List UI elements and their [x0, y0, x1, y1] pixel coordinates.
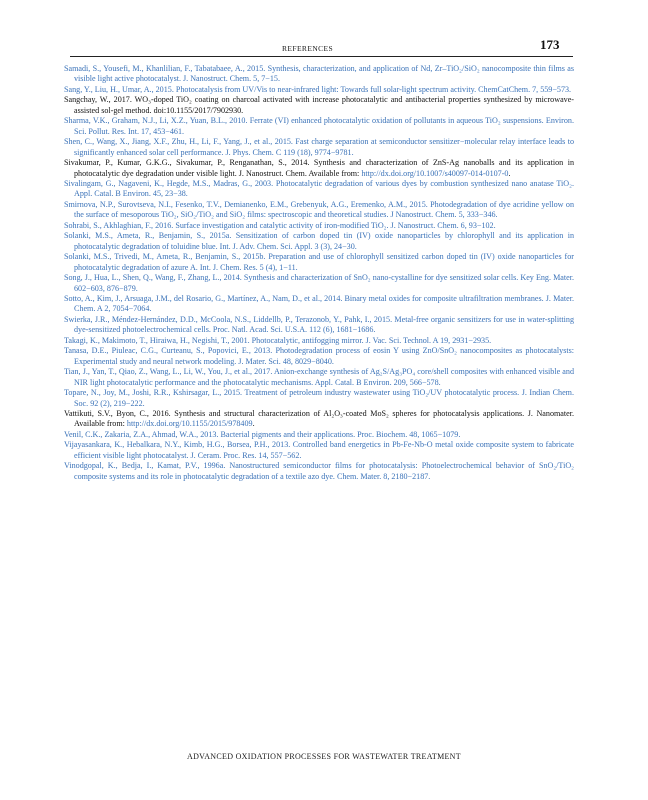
reference-list [64, 64, 574, 482]
reference-text: Shen, C., Wang, X., Jiang, X.F., Zhu, H., Li, F., Yang, J., et al., 2015. Fast charge separation at semiconductor sensitizer−molecular relay interface leads to significantly enhanced solar cell performance. J. Phys. Chem. C 119 (18), 9774−9781. [64, 137, 574, 157]
reference-entry [64, 158, 574, 179]
reference-text: Sharma, V.K., Graham, N.J., Li, X.Z., Yuan, B.L., 2010. Ferrate (VI) enhanced photocatalytic oxidation of pollutants in aqueous TiO₂ suspensions. Environ. Sci. Pollut. Res. Int. 17, 453−461. [64, 116, 574, 136]
reference-entry[interactable] [64, 440, 574, 461]
reference-text: Solanki, M.S., Ameta, R., Benjamin, S., 2015a. Sensitization of carbon doped tin (IV) oxide nanoparticles by chlorophyll and its application in photocatalytic degradation of toluidine blue. Int. J. Adv. Chem. Sci. Appl. 3 (3), 24−30. [64, 231, 574, 251]
reference-entry[interactable] [64, 252, 574, 273]
reference-entry [64, 95, 574, 116]
reference-text: Topare, N., Joy, M., Joshi, R.R., Kshirsagar, L., 2015. Treatment of petroleum industry wastewater using TiO₂/UV photocatalytic process. J. Indian Chem. Soc. 92 (2), 219−222. [64, 388, 574, 408]
reference-entry[interactable] [64, 336, 574, 346]
reference-text: Venil, C.K., Zakaria, Z.A., Ahmad, W.A., 2013. Bacterial pigments and their applications. Proc. Biochem. 48, 1065−1079. [64, 429, 461, 439]
reference-entry[interactable] [64, 137, 574, 158]
reference-text: Sangchay, W., 2017. WO₃-doped TiO₂ coating on charcoal activated with increase photocatalytic and antibacterial properties synthesized by microwave-assisted sol-gel method. doi:10.1155/2017/7902930. [64, 95, 574, 115]
reference-text: Smirnova, N.P., Surovtseva, N.I., Fesenko, T.V., Demianenko, E.M., Grebenyuk, A.G., Eremenko, A.M., 2015. Photodegradation of dye acridine yellow on the surface of mesoporous TiO₂, SiO₂/TiO₂ and SiO₂ films: spectroscopic and theoretical studies. J Nanostruct. Chem. 5, 333−346. [64, 199, 574, 220]
reference-entry[interactable] [64, 461, 574, 482]
header-divider [70, 56, 573, 57]
running-header: REFERENCES [282, 44, 334, 53]
reference-entry[interactable] [64, 346, 574, 367]
reference-entry[interactable] [64, 221, 574, 231]
reference-entry[interactable] [64, 179, 574, 200]
reference-text: Sang, Y., Liu, H., Umar, A., 2015. Photocatalysis from UV/Vis to near-infrared light: Towards full solar-light spectrum activity. ChemCatChem. 7, 559−573. [64, 84, 572, 94]
reference-text: Vijayasankara, K., Hebalkara, N.Y., Kimb, H.G., Borsea, P.H., 2013. Controlled band energetics in Pb-Fe-Nb-O metal oxide composite system to fabricate efficient visible light photocatalyst. J. Ceram. Proc. Res. 14, 557−562. [64, 440, 574, 460]
reference-entry[interactable] [64, 388, 574, 409]
reference-text: Sivakumar, P., Kumar, G.K.G., Sivakumar, P., Renganathan, S., 2014. Synthesis and characterization of ZnS-Ag nanoballs and its application in photocatalytic dye degradation under visible light. J. Nanostruct. Chem. Available from: [64, 158, 574, 178]
reference-entry[interactable] [64, 85, 574, 95]
reference-text: Sivalingam, G., Nagaveni, K., Hegde, M.S., Madras, G., 2003. Photocatalytic degradation of various dyes by combustion synthesized nano anatase TiO₂. Appl. Catal. B Environ. 45, 23−38. [64, 178, 574, 199]
reference-text: Vinodgopal, K., Bedja, I., Kamat, P.V., 1996a. Nanostructured semiconductor films for photocatalysis: Photoelectrochemical behavior of SnO₂/TiO₂ composite systems and its role in photocatalytic degradation of a textile azo dye. Chem. Mater. 8, 2180−2187. [64, 461, 574, 481]
reference-entry[interactable] [64, 273, 574, 294]
reference-text: Sohrabi, S., Akhlaghian, F., 2016. Surface investigation and catalytic activity of iron-modified TiO₂. J. Nanostruct. Chem. 6, 93−102. [64, 220, 496, 230]
reference-text: Vattikuti, S.V., Byon, C., 2016. Synthesis and structural characterization of Al₂O₃-coated MoS₂ spheres for photocatalysis applications. J. Nanomater. Available from: [64, 408, 574, 429]
doi-link[interactable]: http://dx.doi.org/10.1007/s40097-014-0107-0 [361, 168, 509, 178]
reference-text: Solanki, M.S., Trivedi, M., Ameta, R., Benjamin, S., 2015b. Preparation and use of chlorophyll sensitized carbon doped tin (IV) oxide nanoparticles for photocatalytic degradation of azure A. Int. J. Chem. Res. 5 (4), 1−11. [64, 252, 574, 272]
reference-text: Sotto, A., Kim, J., Arsuaga, J.M., del Rosario, G., Martínez, A., Nam, D., et al., 2014. Binary metal oxides for composite ultrafiltration membranes. J. Mater. Chem. A 2, 7054−7064. [64, 293, 574, 314]
page-number: 173 [540, 37, 560, 52]
reference-text: Tian, J., Yan, T., Qiao, Z., Wang, L., Li, W., You, J., et al., 2017. Anion-exchange synthesis of Ag₂S/Ag₃PO₄ core/shell composites with enhanced visible and NIR light photocatalytic performance and the photocatalytic mechanisms. Appl. Catal. B Environ. 209, 566−578. [64, 367, 574, 387]
reference-entry[interactable] [64, 315, 574, 336]
running-footer: ADVANCED OXIDATION PROCESSES FOR WASTEWATER TREATMENT [187, 752, 461, 761]
reference-text: Samadi, S., Yousefi, M., Khanlilian, F., Tabatabaee, A., 2015. Synthesis, characterization, and application of Nd, Zr–TiO₂/SiO₂ nanocomposite thin films as visible light active photocatalyst. J. Nanostruct. Chem. 5, 7−15. [64, 64, 574, 84]
reference-text: Tanasa, D.E., Piuleac, C.G., Curteanu, S., Popovici, E., 2013. Photodegradation process of eosin Y using ZnO/SnO₂ nanocomposites as photocatalysts: Experimental study and neural network modeling. J. Mater. Sci. 48, 8029−8040. [64, 346, 574, 366]
reference-entry[interactable] [64, 64, 574, 85]
reference-entry[interactable] [64, 116, 574, 137]
reference-entry [64, 409, 574, 430]
reference-text: Swierka, J.R., Méndez-Hernández, D.D., McCoola, N.S., Liddellb, P., Terazonob, Y., Pahk, I., 2015. Metal-free organic sensitizers for use in water-splitting dye-sensitized photoelectrochemical cells. Proc. Natl. Acad. Sci. U.S.A. 112 (6), 1681−1686. [64, 314, 574, 335]
reference-entry[interactable] [64, 231, 574, 252]
reference-entry[interactable] [64, 430, 574, 440]
reference-entry[interactable] [64, 200, 574, 221]
reference-entry[interactable] [64, 367, 574, 388]
reference-end: . [508, 168, 511, 178]
reference-text: Takagi, K., Makimoto, T., Hiraiwa, H., Negishi, T., 2001. Photocatalytic, antifogging mirror. J. Vac. Sci. Technol. A 19, 2931−2935. [64, 335, 492, 345]
doi-link[interactable]: http://dx.doi.org/10.1155/2015/978409 [126, 419, 253, 429]
reference-text: Song, J., Hua, L., Shen, Q., Wang, F., Zhang, L., 2014. Synthesis and characterization of SnO₂ nano-cystalline for dye sensitized solar cells. Key Eng. Mater. 602−603, 876−879. [64, 273, 574, 293]
reference-end: . [252, 419, 255, 429]
reference-entry[interactable] [64, 294, 574, 315]
